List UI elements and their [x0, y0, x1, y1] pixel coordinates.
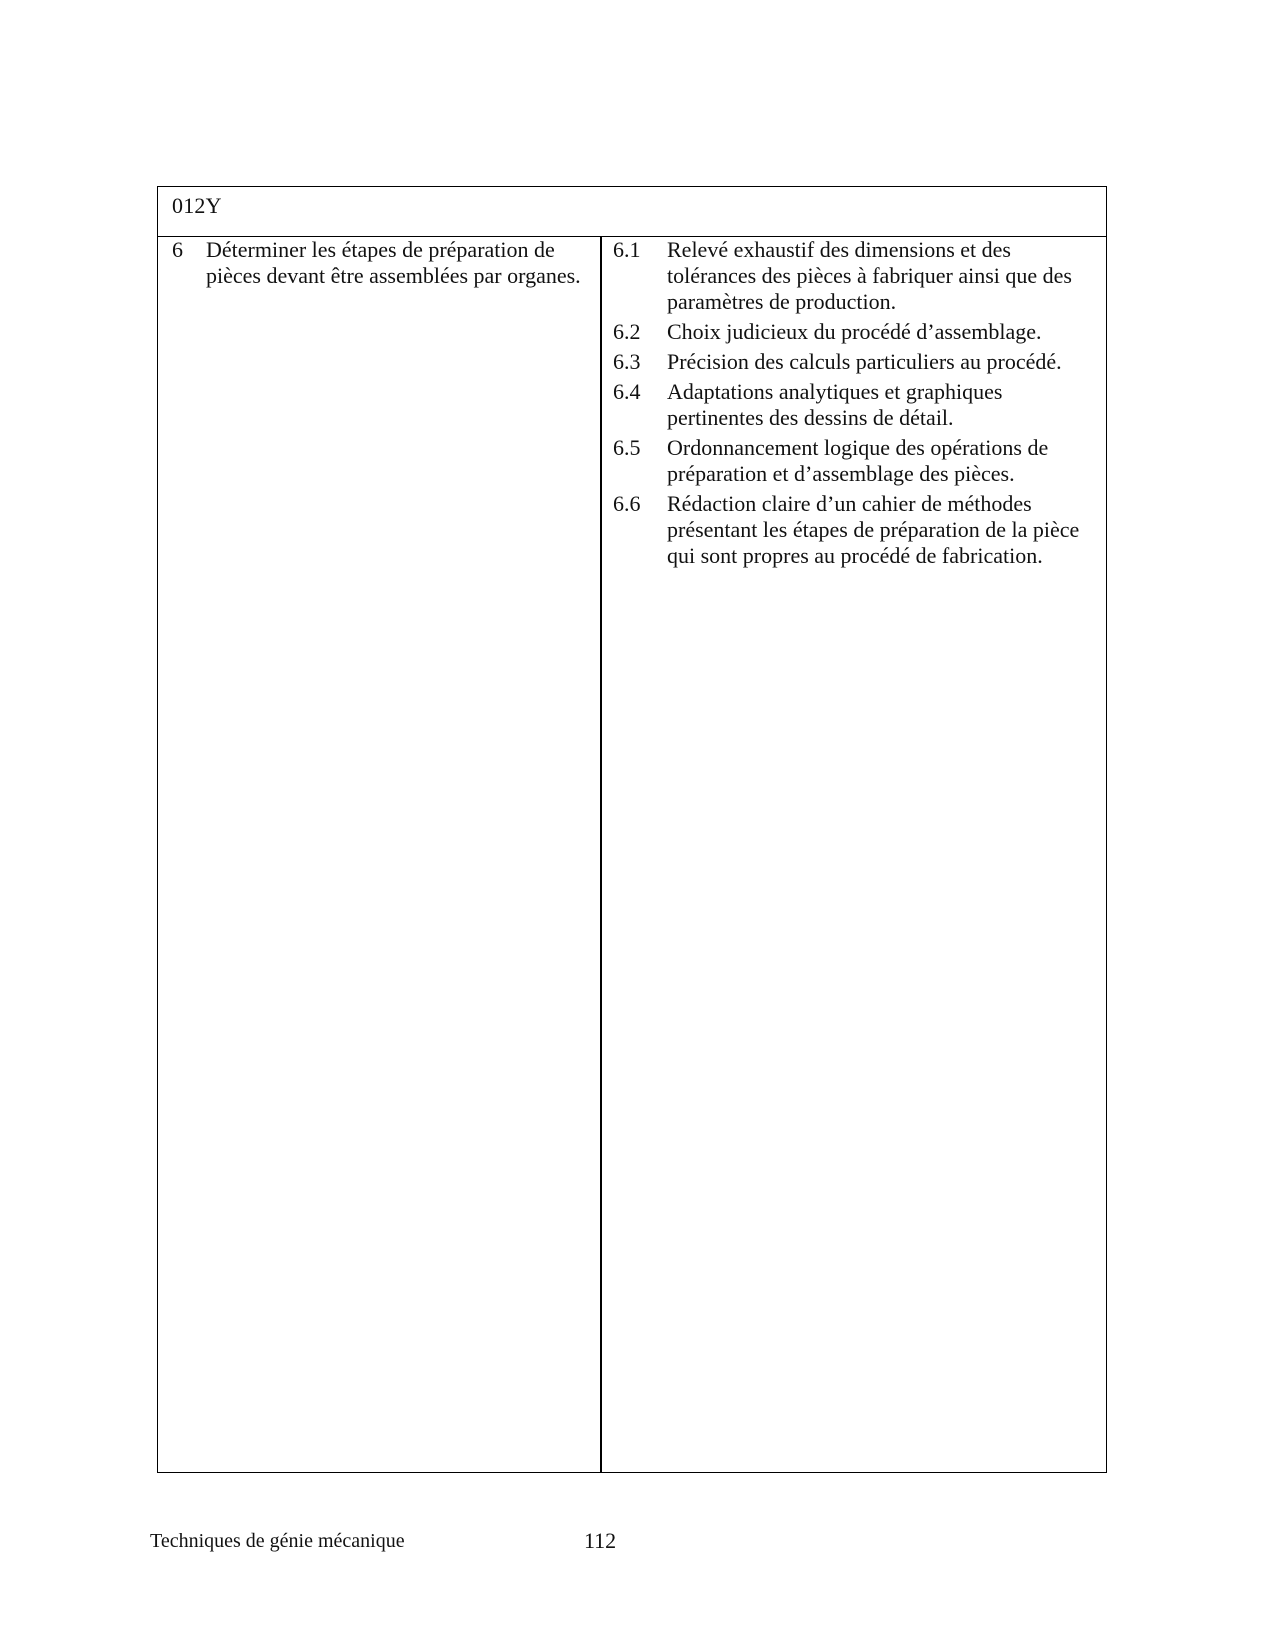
page-number: 112	[584, 1528, 617, 1553]
course-code: 012Y	[172, 193, 222, 218]
criterion-text: Adaptations analytiques et graphiques pertinentes des dessins de détail.	[667, 379, 1003, 430]
footer-program-title: Techniques de génie mécanique	[150, 1530, 405, 1552]
criterion-item	[613, 349, 1093, 375]
table-header-row	[158, 187, 1106, 237]
criterion-number: 6.6	[613, 491, 641, 516]
criterion-number: 6.1	[613, 237, 641, 262]
criterion-item	[613, 379, 1093, 431]
competency-number: 6	[172, 237, 183, 262]
criterion-number: 6.3	[613, 349, 641, 374]
criterion-text: Rédaction claire d’un cahier de méthodes présentant les étapes de préparation de la pièce qui sont propres au procédé de fabrication.	[667, 491, 1080, 568]
competency-text: Déterminer les étapes de préparation de pièces devant être assemblées par organes.	[206, 237, 581, 288]
criterion-item	[613, 491, 1093, 569]
competency-table	[157, 186, 1107, 1473]
criterion-number: 6.4	[613, 379, 641, 404]
column-divider	[600, 237, 602, 1472]
criterion-item	[613, 319, 1093, 345]
criterion-number: 6.5	[613, 435, 641, 460]
criterion-text: Précision des calculs particuliers au procédé.	[667, 349, 1062, 374]
criterion-text: Relevé exhaustif des dimensions et des tolérances des pièces à fabriquer ainsi que des paramètres de production.	[667, 237, 1072, 314]
criterion-number: 6.2	[613, 319, 641, 344]
criteria-cell	[613, 237, 1093, 573]
criterion-item	[613, 435, 1093, 487]
criterion-text: Ordonnancement logique des opérations de préparation et d’assemblage des pièces.	[667, 435, 1049, 486]
criterion-text: Choix judicieux du procédé d’assemblage.	[667, 319, 1042, 344]
criterion-item	[613, 237, 1093, 315]
